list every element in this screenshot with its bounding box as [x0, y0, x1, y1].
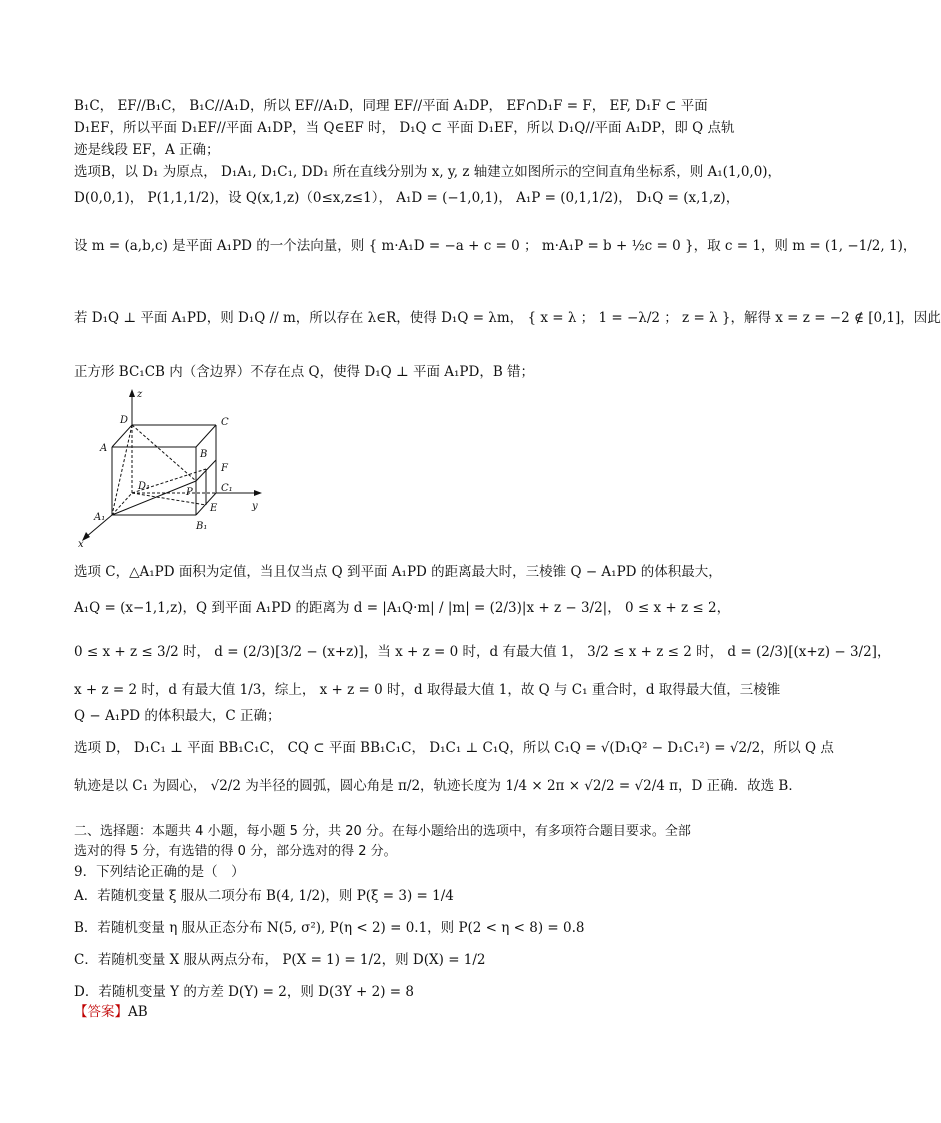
option-d: D．若随机变量 Y 的方差 D(Y) = 2，则 D(3Y + 2) = 8 [74, 984, 414, 1000]
label-E: E [210, 503, 218, 514]
label-D: D [120, 415, 129, 426]
solution-line-b4: 若 D₁Q ⊥ 平面 A₁PD，则 D₁Q // m，所以存在 λ∈R，使得 D₁Q = λm， { x = λ ； 1 = −λ/2 ； z = λ }，解得 x = z = −2 ∉ [0,1]，因此 [74, 310, 941, 326]
label-P: P [186, 487, 193, 498]
label-x: x [78, 539, 84, 550]
label-A1: A₁ [94, 512, 106, 523]
option-a: A．若随机变量 ξ 服从二项分布 B(4, 1/2)，则 P(ξ = 3) = 1/4 [74, 888, 454, 904]
solution-line-a1: B₁C， EF//B₁C， B₁C//A₁D，所以 EF//A₁D，同理 EF//平面 A₁DP， EF∩D₁F = F， EF, D₁F ⊂ 平面 [74, 98, 708, 114]
solution-line-d1: 选项 D， D₁C₁ ⊥ 平面 BB₁C₁C， CQ ⊂ 平面 BB₁C₁C， D₁C₁ ⊥ C₁Q，所以 C₁Q = √(D₁Q² − D₁C₁²) = √2/2，所以 Q 点 [74, 740, 834, 756]
label-D1: D₁ [138, 481, 151, 492]
cube-coordinate-figure [70, 385, 270, 550]
solution-line-a3: 迹是线段 EF，A 正确； [74, 142, 220, 158]
solution-line-c2: A₁Q = (x−1,1,z)，Q 到平面 A₁PD 的距离为 d = |A₁Q·m| / |m| = (2/3)|x + z − 3/2|， 0 ≤ x + z ≤ 2， [74, 600, 731, 616]
label-y: y [252, 501, 258, 512]
section-heading-line2: 选对的得 5 分，有选错的得 0 分，部分选对的得 2 分。 [74, 844, 397, 859]
solution-line-a2: D₁EF，所以平面 D₁EF//平面 A₁DP，当 Q∈EF 时， D₁Q ⊂ 平面 D₁EF，所以 D₁Q//平面 A₁DP，即 Q 点轨 [74, 120, 735, 136]
answer-value: AB [128, 1004, 148, 1020]
solution-line-b3: 设 m = (a,b,c) 是平面 A₁PD 的一个法向量，则 { m·A₁D = −a + c = 0 ； m·A₁P = b + ½c = 0 }，取 c = 1，则 m = (1, −1/2, 1)， [74, 238, 917, 254]
section-heading-line1: 二、选择题：本题共 4 小题，每小题 5 分，共 20 分。在每小题给出的选项中，有多项符合题目要求。全部 [74, 824, 691, 839]
solution-line-b2: D(0,0,1)， P(1,1,1/2)，设 Q(x,1,z)（0≤x,z≤1）， A₁D = (−1,0,1)， A₁P = (0,1,1/2)， D₁Q = (x,1,z)， [74, 190, 740, 206]
solution-line-c5: Q − A₁PD 的体积最大，C 正确； [74, 708, 281, 724]
label-B: B [200, 449, 208, 460]
solution-line-c3: 0 ≤ x + z ≤ 3/2 时， d = (2/3)[3/2 − (x+z)]，当 x + z = 0 时，d 有最大值 1， 3/2 ≤ x + z ≤ 2 时， d = (2/3)[(x+z) − 3/2]， [74, 644, 891, 660]
label-z: z [137, 389, 143, 400]
label-F: F [221, 463, 228, 474]
option-b: B．若随机变量 η 服从正态分布 N(5, σ²), P(η < 2) = 0.1，则 P(2 < η < 8) = 0.8 [74, 920, 585, 936]
option-c: C．若随机变量 X 服从两点分布， P(X = 1) = 1/2，则 D(X) = 1/2 [74, 952, 486, 968]
solution-line-b5: 正方形 BC₁CB 内（含边界）不存在点 Q，使得 D₁Q ⊥ 平面 A₁PD，B 错； [74, 364, 535, 380]
label-C: C [221, 417, 229, 428]
solution-line-b1: 选项B，以 D₁ 为原点， D₁A₁, D₁C₁, DD₁ 所在直线分别为 x, y, z 轴建立如图所示的空间直角坐标系，则 A₁(1,0,0)， [74, 164, 782, 180]
answer-label: 【答案】 [74, 1004, 128, 1020]
solution-line-c1: 选项 C，△A₁PD 面积为定值，当且仅当点 Q 到平面 A₁PD 的距离最大时，三棱锥 Q − A₁PD 的体积最大， [74, 564, 722, 580]
label-B1: B₁ [196, 521, 208, 532]
question-9: 9．下列结论正确的是（ ） [74, 864, 245, 880]
solution-line-d2: 轨迹是以 C₁ 为圆心， √2/2 为半径的圆弧，圆心角是 π/2，轨迹长度为 1/4 × 2π × √2/2 = √2/4 π，D 正确．故选 B． [74, 778, 802, 794]
label-A: A [100, 443, 108, 454]
answer-row [74, 1002, 724, 1022]
label-C1: C₁ [221, 483, 233, 494]
solution-line-c4: x + z = 2 时，d 有最大值 1/3，综上， x + z = 0 时，d 取得最大值 1，故 Q 与 C₁ 重合时，d 取得最大值，三棱锥 [74, 682, 781, 698]
